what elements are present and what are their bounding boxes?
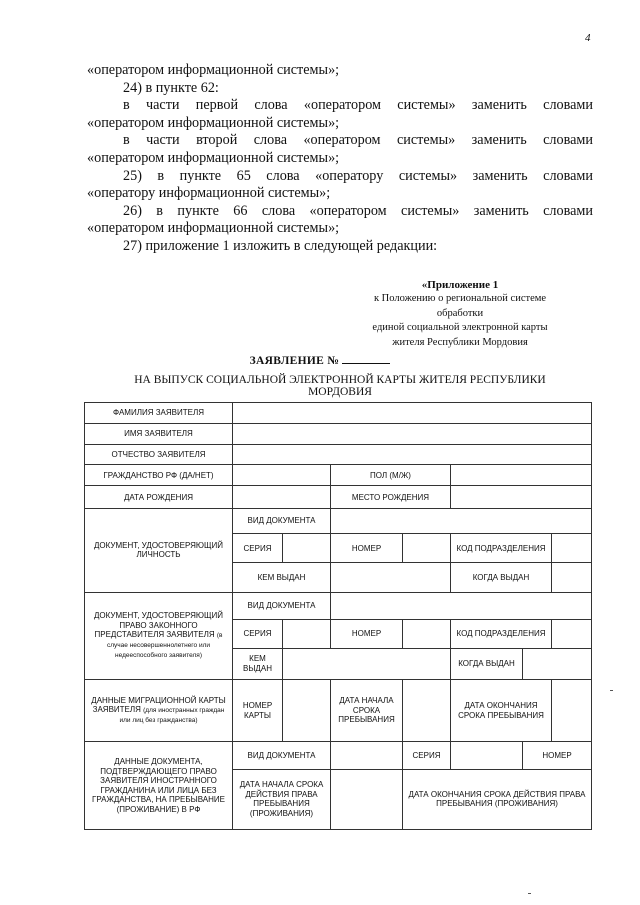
form-label: СЕРИЯ [233,619,283,648]
paragraph: «оператором информационной системы»; [87,149,340,166]
appendix-header [340,278,580,350]
form-field-birth-date[interactable] [233,486,331,509]
form-label: СЕРИЯ [403,742,451,769]
form-field-id-number[interactable] [403,534,451,563]
form-label: НОМЕР [331,534,403,563]
form-label: КОД ПОДРАЗДЕЛЕНИЯ [451,619,552,648]
application-title-text: ЗАЯВЛЕНИЕ № [249,355,340,367]
form-label-note: (для иностранных граждан или лиц без гражданства) [119,707,225,725]
paragraph: 26) в пункте 66 слова «оператором системы» заменить словами [123,202,593,219]
form-field-stay-end[interactable] [552,679,592,741]
paragraph: «оператору информационной системы»; [87,185,331,202]
form-field-rep-number[interactable] [403,619,451,648]
form-field-rep-doc-type[interactable] [331,592,592,619]
form-field-rep-dept-code[interactable] [552,619,592,648]
form-label: НОМЕР КАРТЫ [233,679,283,741]
form-label: СЕРИЯ [233,534,283,563]
form-label: ВИД ДОКУМЕНТА [233,742,331,769]
appendix-line: к Положению о региональной системе [373,293,547,305]
table-row [85,509,592,534]
form-label: ДОКУМЕНТ, УДОСТОВЕРЯЮЩИЙ ПРАВО ЗАКОННОГО ПРЕДСТАВИТЕЛЯ ЗАЯВИТЕЛЯ [93,611,223,640]
paragraph: 24) в пункте 62: [123,79,219,96]
page-number: 4 [585,32,591,44]
form-label: КЕМ ВЫДАН [233,563,331,592]
form-label: ДАТА НАЧАЛА СРОКА ПРЕБЫВАНИЯ [331,679,403,741]
form-field-patronymic[interactable] [233,444,592,465]
table-row [85,403,592,424]
form-field-surname[interactable] [233,403,592,424]
form-label: ДАТА ОКОНЧАНИЯ СРОКА ДЕЙСТВИЯ ПРАВА ПРЕБЫВАНИЯ (ПРОЖИВАНИЯ) [403,769,592,829]
form-field-stay-start[interactable] [403,679,451,741]
appendix-line: жителя Республики Мордовия [392,336,528,348]
form-label: ДАННЫЕ МИГРАЦИОННОЙ КАРТЫ ЗАЯВИТЕЛЯ [91,695,226,715]
form-field-birth-place[interactable] [451,486,592,509]
form-field-sex[interactable] [451,465,592,486]
form-field-id-series[interactable] [283,534,331,563]
form-field-rep-series[interactable] [283,619,331,648]
form-label: ИМЯ ЗАЯВИТЕЛЯ [85,423,233,444]
form-label: ДАННЫЕ ДОКУМЕНТА, ПОДТВЕРЖДАЮЩЕГО ПРАВО ЗАЯВИТЕЛЯ ИНОСТРАННОГО ГРАЖДАНИНА ИЛИ ЛИЦА БЕЗ ГРАЖДАНСТВА, НА ПРЕБЫВАНИЕ (ПРОЖИВАНИЕ) В РФ [85,742,233,830]
paragraph: «оператором информационной системы»; [87,114,340,131]
table-row [85,742,592,769]
paragraph: «оператором информационной системы»; [87,220,340,237]
table-row [85,679,592,741]
form-label: ГРАЖДАНСТВО РФ (ДА/НЕТ) [85,465,233,486]
appendix-line: обработки [436,307,484,319]
form-field-right-start[interactable] [331,769,403,829]
form-label: КЕМ ВЫДАН [233,648,283,679]
form-field-card-number[interactable] [283,679,331,741]
form-field-id-doc-type[interactable] [331,509,592,534]
form-label: ОТЧЕСТВО ЗАЯВИТЕЛЯ [85,444,233,465]
form-label: ДОКУМЕНТ, УДОСТОВЕРЯЮЩИЙ ЛИЧНОСТЬ [85,509,233,592]
form-label-migration [85,679,233,741]
form-label: ВИД ДОКУМЕНТА [233,592,331,619]
paragraph: «оператором информационной системы»; [87,62,340,78]
form-label: КОГДА ВЫДАН [451,648,523,679]
table-row [85,423,592,444]
form-label: ВИД ДОКУМЕНТА [233,509,331,534]
application-subtitle-line: МОРДОВИЯ [308,386,372,398]
paragraph: в части второй слова «оператором системы» заменить словами [123,132,593,149]
form-field-rep-issued-by[interactable] [283,648,451,679]
table-row [85,444,592,465]
form-field-id-dept-code[interactable] [552,534,592,563]
paragraph: в части первой слова «оператором системы» заменить словами [123,97,593,114]
form-label: ПОЛ (М/Ж) [331,465,451,486]
form-label: НОМЕР [331,619,403,648]
form-label-note: (в случае несовершеннолетнего или недееспособного заявителя) [106,632,223,660]
form-field-rep-issued-date[interactable] [523,648,592,679]
application-title [0,353,640,367]
table-row [85,465,592,486]
form-label: ФАМИЛИЯ ЗАЯВИТЕЛЯ [85,403,233,424]
form-field-residence-doc-type[interactable] [331,742,403,769]
application-form-table [84,402,592,830]
scan-artifact [610,690,613,691]
form-label: МЕСТО РОЖДЕНИЯ [331,486,451,509]
form-field-residence-series[interactable] [451,742,523,769]
form-label: ДАТА НАЧАЛА СРОКА ДЕЙСТВИЯ ПРАВА ПРЕБЫВАНИЯ (ПРОЖИВАНИЯ) [233,769,331,829]
table-row [85,486,592,509]
appendix-line: единой социальной электронной карты [372,322,548,334]
scan-artifact [528,893,531,894]
form-label: КОД ПОДРАЗДЕЛЕНИЯ [451,534,552,563]
application-subtitle [110,374,570,398]
form-field-name[interactable] [233,423,592,444]
form-field-id-issued-date[interactable] [552,563,592,592]
form-label: ДАТА ОКОНЧАНИЯ СРОКА ПРЕБЫВАНИЯ [451,679,552,741]
table-row [85,592,592,619]
application-number-blank[interactable] [342,353,390,364]
form-label: ДАТА РОЖДЕНИЯ [85,486,233,509]
form-label: КОГДА ВЫДАН [451,563,552,592]
paragraph: 25) в пункте 65 слова «оператору системы» заменить словами [123,167,593,184]
form-field-id-issued-by[interactable] [331,563,451,592]
form-label: НОМЕР [523,742,592,769]
form-label-rep [85,592,233,679]
body-text [87,62,593,256]
form-field-citizenship[interactable] [233,465,331,486]
appendix-title: «Приложение 1 [421,279,499,291]
paragraph: 27) приложение 1 изложить в следующей редакции: [123,237,438,254]
application-subtitle-line: НА ВЫПУСК СОЦИАЛЬНОЙ ЭЛЕКТРОННОЙ КАРТЫ ЖИТЕЛЯ РЕСПУБЛИКИ [134,374,546,386]
